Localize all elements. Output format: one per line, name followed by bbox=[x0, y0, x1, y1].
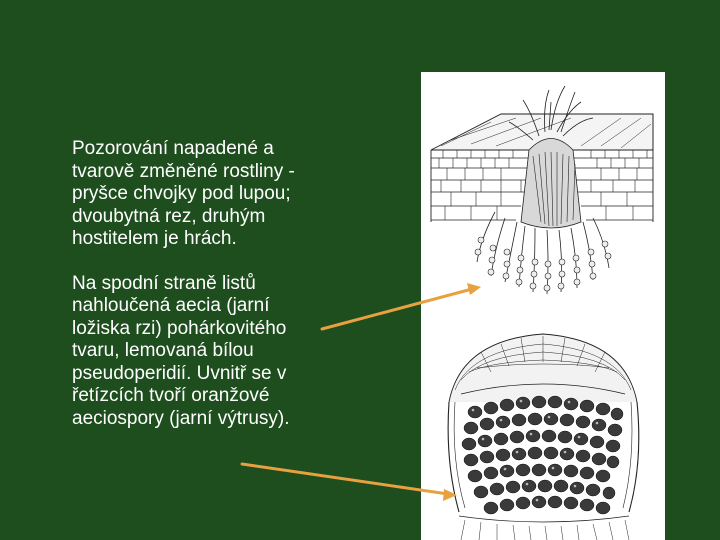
arrow-head-top bbox=[467, 283, 481, 295]
arrow-line-bottom bbox=[242, 464, 448, 494]
paragraph-observation: Pozorování napadené a tvarově změněné rostliny - pryšce chvojky pod lupou; dvoubytná rez, druhým hostitelem je hrách. bbox=[72, 138, 295, 249]
arrow-line-top bbox=[322, 289, 472, 329]
arrow-head-bottom bbox=[443, 489, 457, 501]
arrow-group bbox=[242, 283, 481, 501]
paragraph-aecia: Na spodní straně listů nahloučená aecia (jarní ložiska rzi) pohárkovitého tvaru, lemovaná bílou pseudoperidií. Uvnitř se v řetízcích tvoří oranžové aeciospory (jarní výtrusy). bbox=[72, 272, 290, 429]
